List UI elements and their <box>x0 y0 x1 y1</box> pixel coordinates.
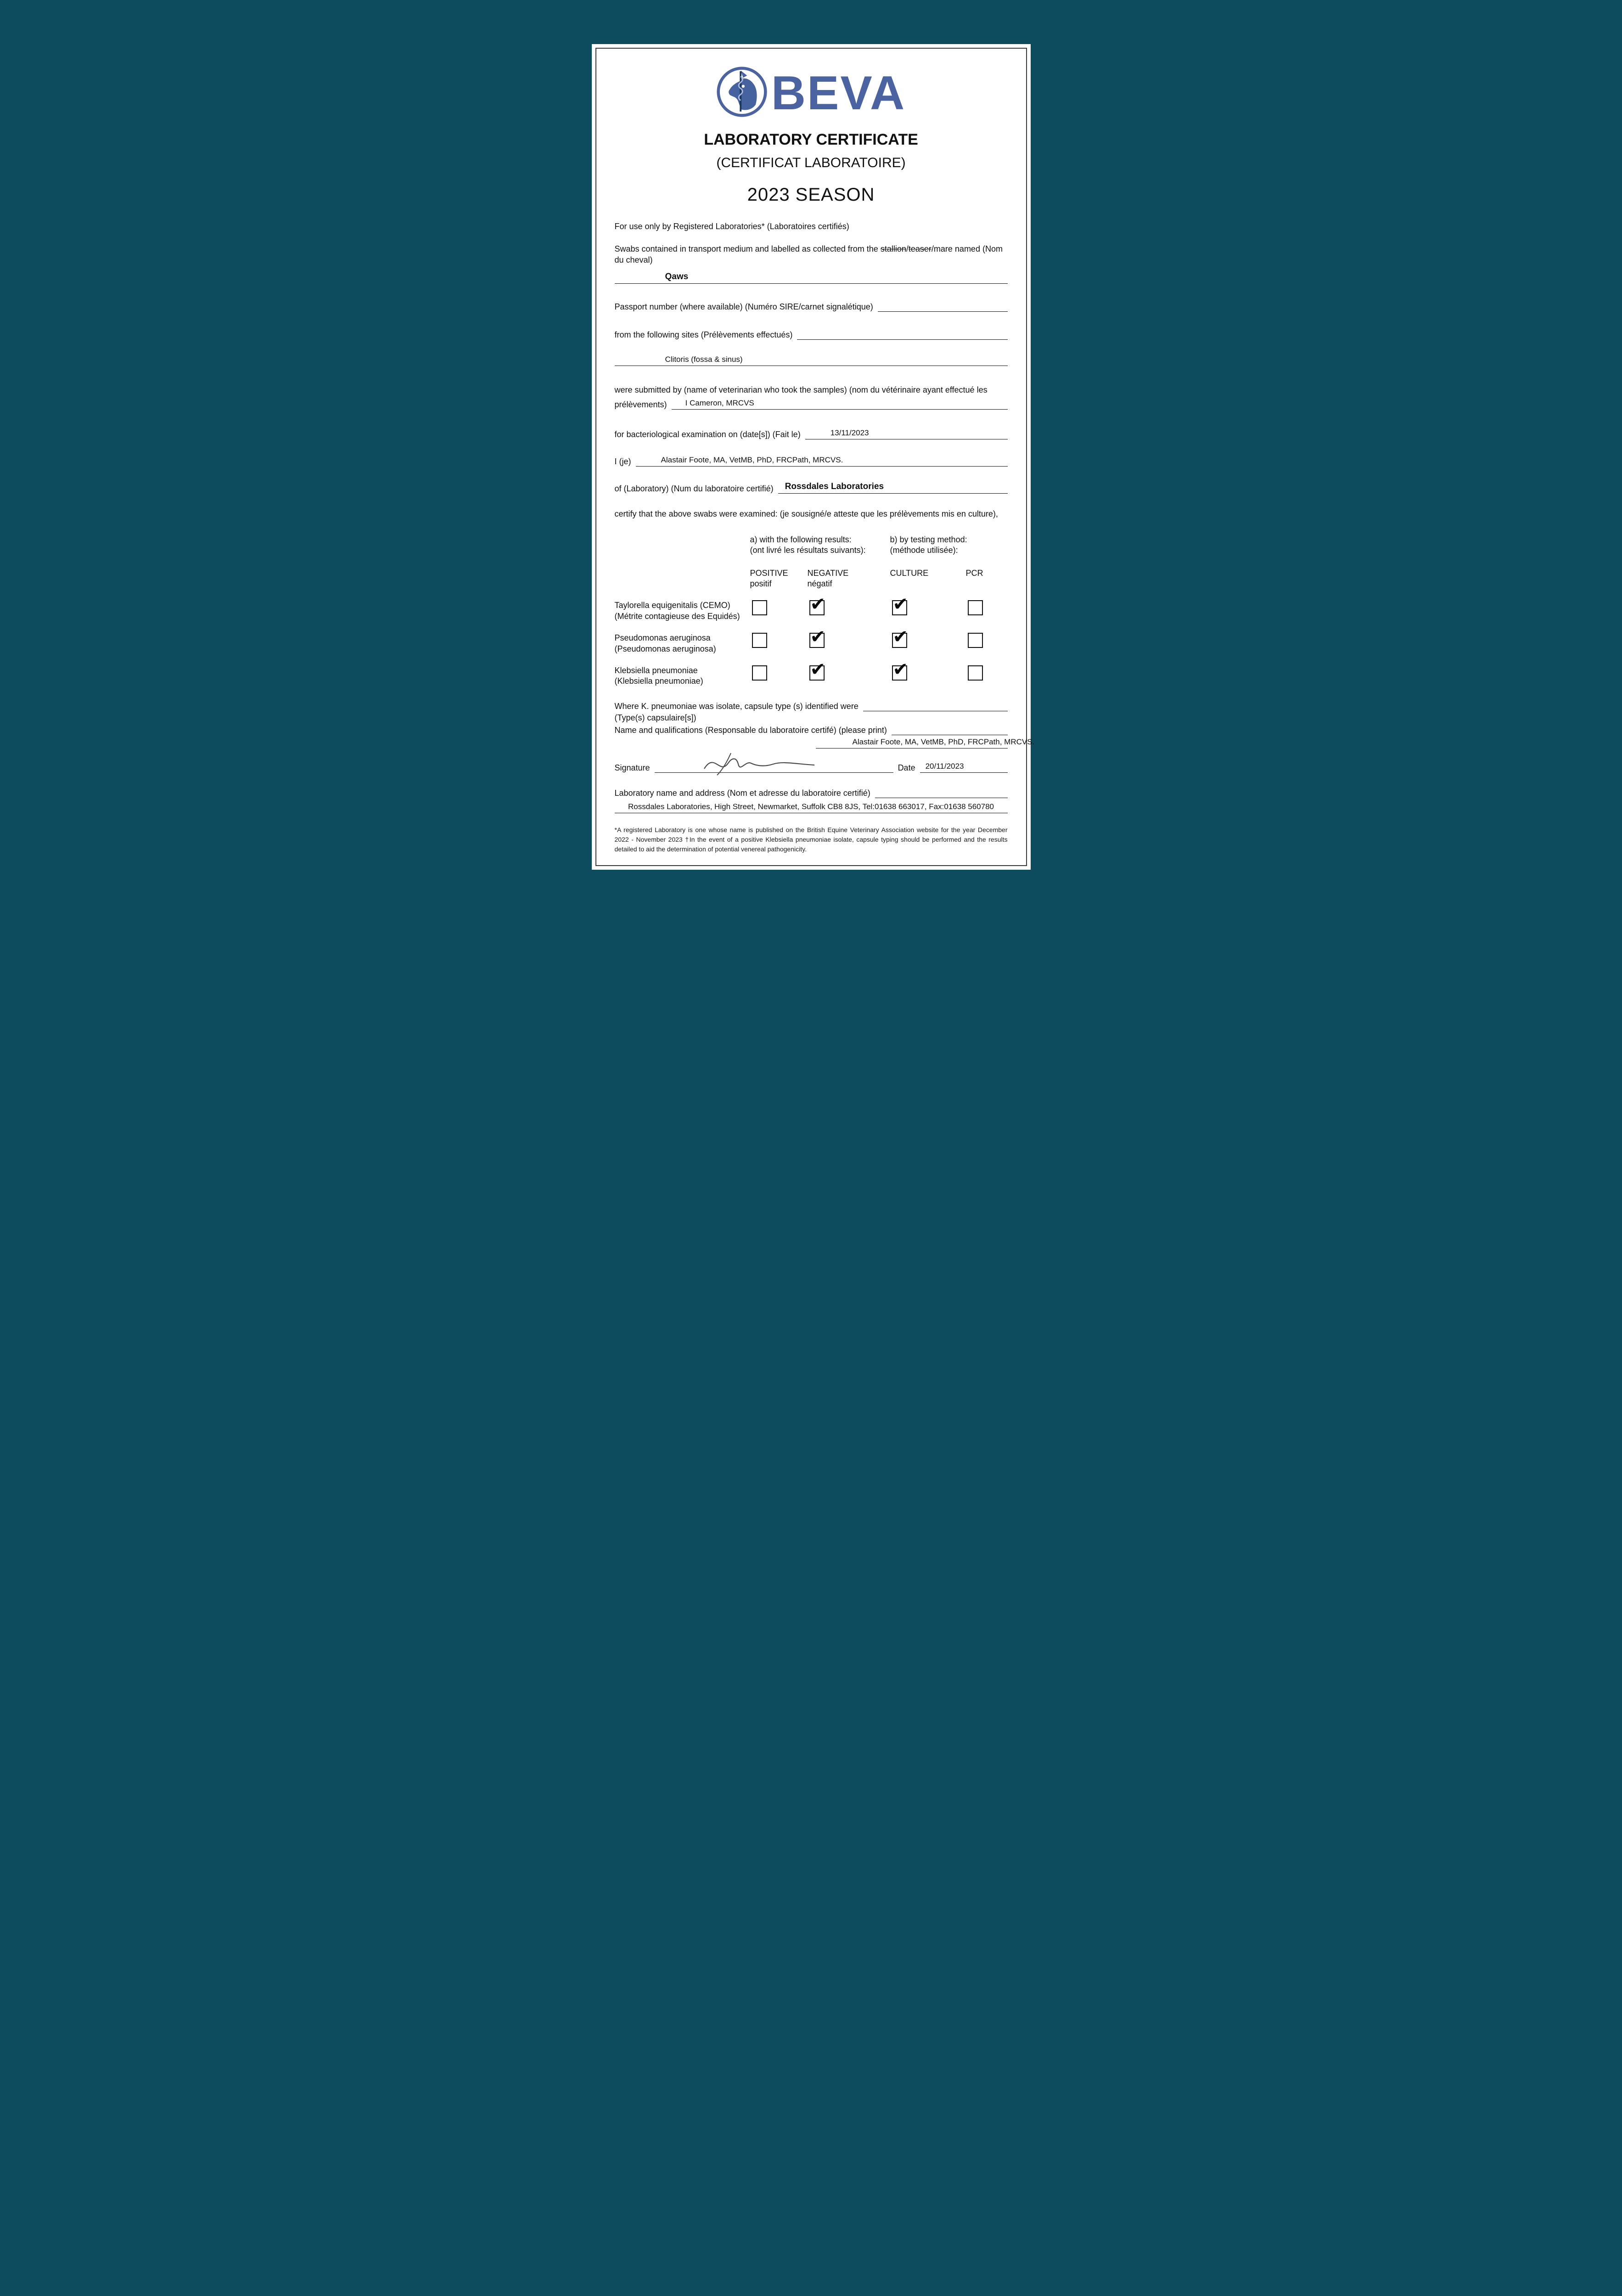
signature-row <box>615 757 1008 773</box>
result-row-pseudomonas <box>615 633 1008 654</box>
sites-label: from the following sites (Prélèvements effectués) <box>614 330 793 339</box>
lab-address-value-line <box>615 799 1008 813</box>
negative-column-label: NEGATIVE négatif <box>807 568 849 589</box>
beva-horse-emblem-icon <box>716 66 768 120</box>
passport-label: Passport number (where available) (Numéro SIRE/carnet signalétique) <box>614 302 873 311</box>
capsule-type-value-line <box>863 701 1008 711</box>
result-row-klebsiella <box>615 665 1008 687</box>
sites-row <box>615 327 1008 340</box>
organism-name: Pseudomonas aeruginosa (Pseudomonas aeruginosa) <box>614 633 716 653</box>
stallion-struck-word: stallion <box>880 244 906 253</box>
certificate-body <box>595 48 1035 866</box>
lab-address-value: Rossdales Laboratories, High Street, Newmarket, Suffolk CB8 8JS, Tel:01638 663017, Fax:01638 560780 <box>628 802 994 811</box>
laboratory-row <box>615 481 1008 494</box>
method-col-header: b) by testing method: (méthode utilisée): <box>890 535 967 555</box>
certify-statement: certify that the above swabs were examined: (je sousigné/e atteste que les prélèvements mis en culture), <box>614 509 998 518</box>
teaser-struck-word: teaser <box>908 244 932 253</box>
signature-label: Signature <box>614 763 650 772</box>
laboratory-value: Rossdales Laboratories <box>785 481 884 491</box>
beva-logo <box>615 66 1008 120</box>
results-col-header: a) with the following results: (ont livré les résultats suivants): <box>750 535 866 555</box>
laboratory-label: of (Laboratory) (Num du laboratoire certifié) <box>614 484 774 493</box>
certifier-value: Alastair Foote, MA, VetMB, PhD, FRCPath, MRCVS. <box>661 455 843 464</box>
i-je-label: I (je) <box>614 456 631 466</box>
veterinarian-value: I Cameron, MRCVS <box>685 398 754 407</box>
examination-date-value: 13/11/2023 <box>830 428 869 437</box>
date-value: 20/11/2023 <box>925 761 964 771</box>
capsule-type-label: Where K. pneumoniae was isolate, capsule type (s) identified were <box>614 701 859 711</box>
date-label: Date <box>898 763 915 772</box>
name-qualifications-label: Name and qualifications (Responsable du laboratoire certifé) (please print) <box>614 725 887 735</box>
checkbox-pseudomonas-culture[interactable] <box>892 633 907 648</box>
signature-area <box>655 757 893 773</box>
submitted-by-row <box>615 397 1008 410</box>
organism-name: Taylorella equigenitalis (CEMO) (Métrite contagieuse des Equidés) <box>614 601 740 621</box>
checkbox-taylorella-positive[interactable] <box>752 600 767 615</box>
swabs-label-post: /mare named (Nom du cheval) <box>614 244 1003 265</box>
submitted-by-label-line1: were submitted by (name of veterinarian who took the samples) (nom du vétérinaire ayant effectué les <box>614 385 988 394</box>
checkbox-pseudomonas-pcr[interactable] <box>968 633 983 648</box>
submitted-by-label-line2: prélèvements) <box>614 400 667 409</box>
season-heading: 2023 SEASON <box>747 185 875 205</box>
sites-value-line-2 <box>615 351 1008 366</box>
result-row-taylorella <box>615 600 1008 622</box>
swabs-slash: / <box>906 244 909 253</box>
lab-address-label: Laboratory name and address (Nom et adresse du laboratoire certifié) <box>614 788 870 798</box>
certificate-subtitle: (CERTIFICAT LABORATOIRE) <box>716 155 906 170</box>
intro-note: For use only by Registered Laboratories* (Laboratoires certifiés) <box>614 222 849 231</box>
checkbox-klebsiella-positive[interactable] <box>752 665 767 681</box>
pcr-column-label: PCR <box>965 568 983 578</box>
beva-logo-text: BEVA <box>771 66 906 120</box>
name-qualifications-value: Alastair Foote, MA, VetMB, PhD, FRCPath, MRCVS. <box>852 737 1035 746</box>
checkbox-pseudomonas-negative[interactable] <box>809 633 825 648</box>
footnote: *A registered Laboratory is one whose name is published on the British Equine Veterinary Association website for the year December 2022 - November 2023 †In the event of a positive Klebsiella pneumoniae isolate, capsule typing should be performed and the results detailed to aid the determination of potential venereal pathogenicity. <box>614 826 1008 853</box>
examination-date-line <box>805 427 1008 439</box>
veterinarian-value-line <box>672 397 1008 410</box>
horse-name-value: Qaws <box>665 271 689 281</box>
certificate-page <box>592 44 1035 870</box>
lab-address-row <box>615 786 1008 798</box>
sites-value-line <box>797 327 1007 340</box>
checkbox-taylorella-culture[interactable] <box>892 600 907 615</box>
certifier-value-line <box>636 454 1008 467</box>
organism-name: Klebsiella pneumoniae (Klebsiella pneumoniae) <box>614 666 703 686</box>
sites-value: Clitoris (fossa & sinus) <box>665 355 743 364</box>
passport-row <box>615 299 1008 312</box>
name-qualifications-value-line <box>816 737 1035 748</box>
results-column-labels <box>615 568 1008 590</box>
signature-scribble-icon <box>696 748 825 778</box>
examination-row <box>615 427 1008 439</box>
capsule-type-row <box>615 701 1008 711</box>
date-value-line <box>920 757 1008 773</box>
certifier-row <box>615 454 1008 467</box>
name-qualifications-line <box>892 725 1008 735</box>
examination-label: for bacteriological examination on (date[s]) (Fait le) <box>614 429 801 439</box>
lab-address-line <box>875 786 1008 798</box>
laboratory-value-line <box>778 481 1008 494</box>
name-qualifications-row <box>615 725 1008 735</box>
checkbox-klebsiella-negative[interactable] <box>809 665 825 681</box>
checkbox-klebsiella-pcr[interactable] <box>968 665 983 681</box>
checkbox-klebsiella-culture[interactable] <box>892 665 907 681</box>
capsule-type-sublabel: (Type(s) capsulaire[s]) <box>614 713 696 722</box>
scan-background <box>559 0 1064 894</box>
certificate-title: LABORATORY CERTIFICATE <box>704 131 918 148</box>
passport-value-line <box>878 299 1008 312</box>
horse-name-line <box>615 269 1008 284</box>
checkbox-taylorella-negative[interactable] <box>809 600 825 615</box>
swabs-label <box>615 243 1008 266</box>
culture-column-label: CULTURE <box>890 568 929 578</box>
checkbox-taylorella-pcr[interactable] <box>968 600 983 615</box>
positive-column-label: POSITIVE positif <box>750 568 788 589</box>
name-qualifications-value-row <box>615 737 1035 748</box>
swabs-label-pre: Swabs contained in transport medium and labelled as collected from the <box>614 244 881 253</box>
certificate-form <box>614 222 1035 854</box>
results-method-headers <box>615 535 1008 556</box>
checkbox-pseudomonas-positive[interactable] <box>752 633 767 648</box>
